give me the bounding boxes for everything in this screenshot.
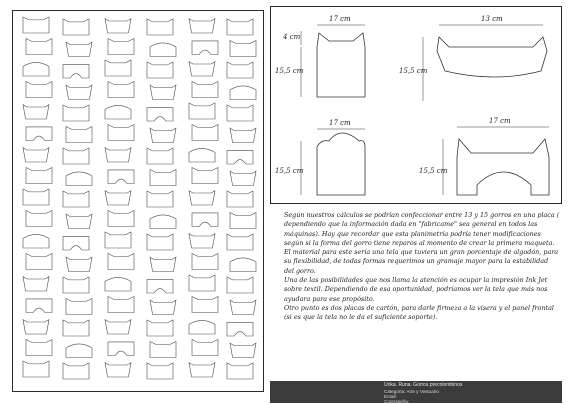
pattern-piece-taper <box>105 320 131 334</box>
pattern-piece-ears <box>150 170 176 186</box>
pattern-piece-arch <box>227 322 253 336</box>
pattern-piece-taper <box>105 148 131 162</box>
pattern-piece-ears <box>189 275 215 291</box>
pattern-piece-ears <box>150 342 176 358</box>
pattern-piece-taper <box>230 171 256 185</box>
pattern-piece-dome <box>66 172 92 186</box>
pattern-piece-ears <box>227 277 253 293</box>
pattern-piece-arch <box>108 170 134 184</box>
pattern-piece-ears <box>23 17 49 33</box>
pattern-piece-arch <box>63 236 89 250</box>
pattern-piece-ears <box>105 60 131 76</box>
pattern-piece-ears <box>192 297 218 313</box>
pattern-piece-ears <box>227 19 253 35</box>
pattern-piece-taper <box>150 85 176 99</box>
dim-label-top-left-width: 17 cm <box>329 15 351 23</box>
pattern-piece-taper <box>230 300 256 314</box>
pattern-piece-ears <box>147 62 173 78</box>
pattern-piece-ears <box>227 191 253 207</box>
description-paragraph-1: Según nuestros cálculos se podrían confeccionar entre 13 y 15 gorros en una placa ( dependiendo que la información dada en "fabricame" sea general en todos las máquinas). Hay que recordar que esta planimetría podría tener modificaciones según si la forma del gorro tiene reparos al momento de crear la primera maqueta. <box>284 211 560 247</box>
dim-label-top-right-height: 15,5 cm <box>399 67 428 75</box>
nesting-layout-panel <box>12 10 264 392</box>
pattern-piece-ears <box>63 148 89 164</box>
pattern-piece-taper <box>189 191 215 205</box>
pattern-piece-ears <box>227 234 253 250</box>
footer-project-title: Unka. Runa. Gorros precolombinos <box>384 382 463 388</box>
pattern-piece-taper <box>150 128 176 142</box>
dim-label-bottom-right-width: 17 cm <box>489 117 511 125</box>
dim-label-top-left-height: 15,5 cm <box>275 67 304 75</box>
pattern-piece-ears <box>227 363 253 379</box>
pattern-piece-ears <box>192 125 218 141</box>
pattern-piece-ears <box>26 340 52 356</box>
pattern-piece-ears <box>147 191 173 207</box>
pattern-piece-ears <box>26 168 52 184</box>
pattern-piece-ears <box>147 363 173 379</box>
pattern-piece-dome <box>23 62 49 76</box>
pattern-piece-ears <box>230 41 256 57</box>
pattern-piece-ears <box>63 19 89 35</box>
pattern-piece-taper <box>230 343 256 357</box>
pattern-piece-taper <box>150 257 176 271</box>
description-paragraph-2: El material para este sería una tela que tuviera un gran porcentaje de algodón, para su flexibilidad, de todas formas requerimos un gramaje mayor para la estabilidad del gorro. <box>284 248 559 275</box>
pattern-piece-taper <box>189 234 215 248</box>
pattern-piece-ears <box>63 277 89 293</box>
pattern-piece-taper <box>189 363 215 377</box>
pattern-piece-arch <box>26 127 52 141</box>
pattern-piece-taper <box>105 363 131 377</box>
pattern-piece-arch <box>63 64 89 78</box>
pattern-piece-taper <box>23 105 49 119</box>
footer-category: Categoría: Arte y Vestuario <box>384 389 439 394</box>
pattern-piece-ears <box>192 254 218 270</box>
pattern-piece-arch <box>227 150 253 164</box>
pattern-specs-panel <box>270 6 562 204</box>
pattern-piece-ears <box>63 191 89 207</box>
pattern-piece-ears <box>108 254 134 270</box>
pattern-piece-ears <box>26 211 52 227</box>
footer-credit-bar <box>270 381 562 403</box>
pattern-piece-dome <box>105 105 131 119</box>
description-text <box>284 211 560 323</box>
pattern-pieces-group <box>23 17 256 379</box>
pattern-piece-dome <box>105 277 131 291</box>
pattern-piece-dome <box>150 43 176 57</box>
pattern-piece-taper <box>105 191 131 205</box>
pattern-piece-taper <box>23 320 49 334</box>
pattern-piece-taper <box>66 85 92 99</box>
pattern-piece-ears <box>105 232 131 248</box>
piece-back-tapered <box>437 37 547 77</box>
pattern-piece-taper <box>150 300 176 314</box>
pattern-piece-ears <box>23 361 49 377</box>
pattern-piece-ears <box>227 105 253 121</box>
pattern-piece-ears <box>147 320 173 336</box>
pattern-piece-ears <box>26 254 52 270</box>
pattern-piece-dome <box>230 258 256 272</box>
dim-label-bottom-left-height: 15,5 cm <box>275 167 304 175</box>
pattern-piece-arch <box>108 342 134 356</box>
pattern-piece-dome <box>189 148 215 162</box>
piece-dome <box>317 133 365 195</box>
pattern-piece-taper <box>66 257 92 271</box>
pattern-piece-arch <box>147 107 173 121</box>
dim-label-bottom-right-height: 15,5 cm <box>419 167 448 175</box>
pattern-piece-ears <box>63 320 89 336</box>
footer-email: Email: <box>384 394 397 399</box>
description-paragraph-3: Una de las posibilidades que nos llama la atención es ocupar la impresión Ink Jet sobre textil. Dependiendo de esa oportunidad, podríamos ver la tela que más nos ayudara para ese propósito. <box>284 276 548 303</box>
pattern-piece-taper <box>66 214 92 228</box>
pattern-piece-ears <box>192 82 218 98</box>
pattern-piece-arch <box>192 213 218 227</box>
pattern-piece-taper <box>189 19 215 33</box>
pattern-piece-arch <box>147 279 173 293</box>
pattern-piece-ears <box>230 213 256 229</box>
pattern-piece-dome <box>189 320 215 334</box>
pattern-piece-ears <box>26 82 52 98</box>
pattern-specs-drawing <box>271 7 563 205</box>
pattern-piece-ears <box>192 340 218 356</box>
pattern-piece-arch <box>192 41 218 55</box>
pattern-piece-ears <box>66 299 92 315</box>
piece-front-ears <box>317 33 365 97</box>
pattern-piece-taper <box>23 148 49 162</box>
pattern-piece-ears <box>63 105 89 121</box>
nesting-layout-drawing <box>13 11 265 393</box>
dim-label-top-left-ear: 4 cm <box>283 33 301 41</box>
pattern-piece-ears <box>108 82 134 98</box>
pattern-piece-ears <box>189 103 215 119</box>
pattern-piece-dome <box>150 215 176 229</box>
pattern-piece-ears <box>147 148 173 164</box>
pattern-piece-ears <box>108 125 134 141</box>
pattern-piece-taper <box>230 128 256 142</box>
pattern-piece-arch <box>26 299 52 313</box>
pattern-piece-taper <box>66 42 92 56</box>
piece-arch-ears <box>457 139 549 195</box>
pattern-piece-ears <box>23 189 49 205</box>
pattern-piece-dome <box>66 344 92 358</box>
pattern-piece-ears <box>227 62 253 78</box>
pattern-piece-taper <box>23 277 49 291</box>
dim-label-bottom-left-width: 17 cm <box>329 119 351 127</box>
pattern-piece-dome <box>230 86 256 100</box>
pattern-piece-ears <box>108 39 134 55</box>
pattern-piece-taper <box>189 62 215 76</box>
pattern-piece-taper <box>105 19 131 33</box>
dim-label-top-right-width: 13 cm <box>481 15 503 23</box>
pattern-piece-ears <box>26 39 52 55</box>
footer-password: Contraseña: <box>384 398 410 404</box>
pattern-piece-ears <box>108 297 134 313</box>
pattern-piece-ears <box>147 234 173 250</box>
description-paragraph-4: Otro punto es dos placas de cartón, para darle firmeza a la visera y el panel frontal (si es que la tela no le da el suficiente soporte). <box>284 303 554 322</box>
pattern-piece-ears <box>66 127 92 143</box>
pattern-piece-ears <box>147 19 173 35</box>
pattern-piece-ears <box>108 211 134 227</box>
pattern-piece-ears <box>192 168 218 184</box>
pattern-piece-ears <box>63 363 89 379</box>
pattern-piece-dome <box>23 234 49 248</box>
